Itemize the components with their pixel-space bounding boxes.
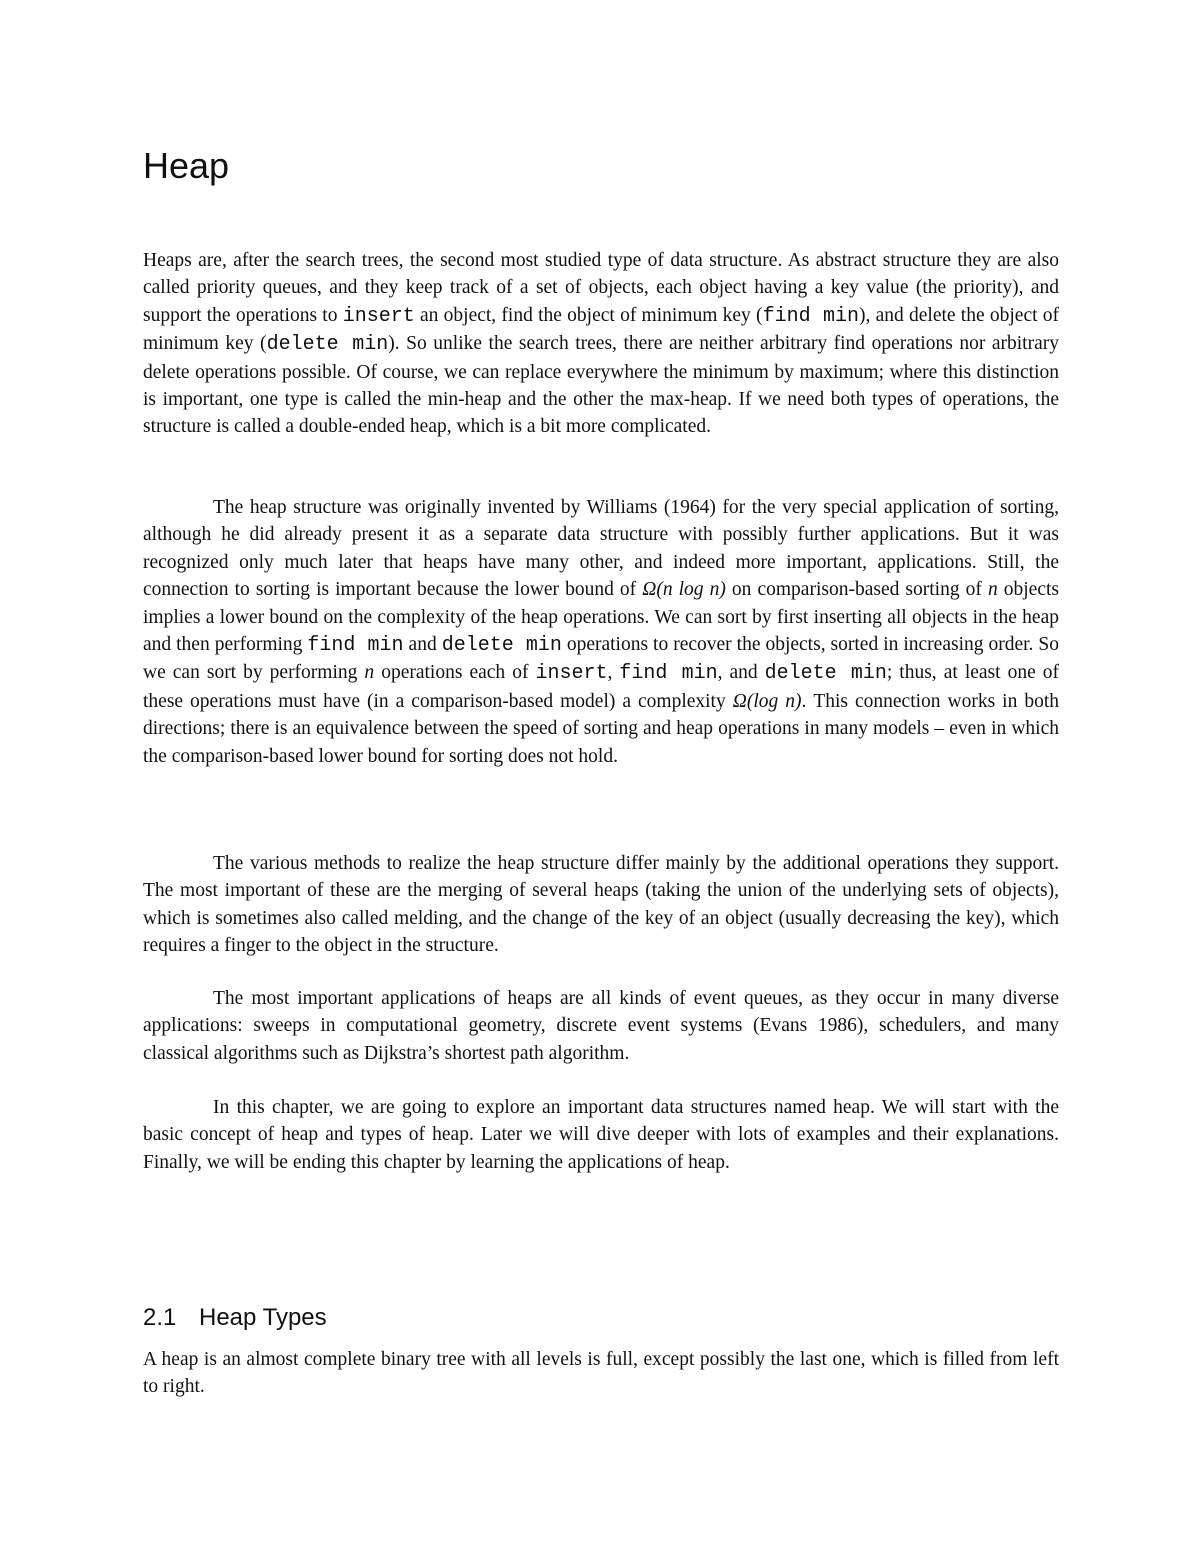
code-delete-min: delete min: [764, 662, 887, 686]
code-insert: insert: [342, 304, 415, 328]
text-run: The heap structure was originally invented by Williams (1964) for the very special application of sorting, although he did already present it as a separate data structure with possibly further applications. But it was recognized only much later that heaps have many other, and indeed more important, applications. Still, the connection to sorting is important because the lower bound of: [143, 497, 1059, 601]
code-find-min: find min: [307, 634, 404, 658]
paragraph-intro: [143, 247, 1059, 441]
paragraph-methods: The various methods to realize the heap structure differ mainly by the additional operations they support. The most important of these are the merging of several heaps (taking the union of the underlying sets of objects), which is sometimes also called melding, and the change of the key of an object (usually decreasing the key), which requires a finger to the object in the structure.: [143, 853, 1059, 957]
section-title: Heap Types: [199, 1304, 327, 1331]
text-run: operations each of: [374, 662, 536, 684]
code-find-min: find min: [619, 662, 718, 686]
text-run: ,: [607, 662, 620, 684]
text-run: an object, find the object of minimum key (: [414, 304, 763, 326]
paragraph-applications: The most important applications of heaps are all kinds of event queues, as they occur in many diverse applications: sweeps in computational geometry, discrete event systems (Evans 1986), schedulers, and many classical algorithms such as Dijkstra’s shortest path algorithm.: [143, 988, 1059, 1064]
text-run: ), and delete the object of minimum key (: [143, 304, 1060, 355]
text-run: on comparison-based sorting of: [725, 579, 988, 601]
paragraph-history: [143, 494, 1059, 770]
page-title: Heap: [143, 145, 230, 186]
math-n: n: [987, 579, 998, 601]
text-run: operations to recover the objects, sorted in increasing order. So we can sort by performing: [143, 634, 1060, 684]
code-delete-min: delete min: [441, 634, 562, 658]
code-delete-min: delete min: [266, 333, 389, 357]
math-omega-nlogn: Ω(n log n): [642, 579, 726, 601]
code-find-min: find min: [762, 304, 859, 328]
text-run: ). So unlike the search trees, there are neither arbitrary find operations nor arbitrary delete operations possible. Of course, we can replace everywhere the minimum by maximum; where this distinction is important, one type is called the min-heap and the other the max-heap. If we need both types of operations, the structure is called a double-ended heap, which is a bit more complicated.: [143, 333, 1059, 438]
text-run: . This connection works in both directions; there is an equivalence between the speed of sorting and heap operations in many models – even in which the comparison-based lower bound for sorting does not hold.: [143, 690, 1059, 767]
text-run: and: [403, 634, 442, 656]
text-run: ; thus, at least one of these operations must have (in a comparison-based model) a complexity: [143, 662, 1060, 712]
paragraph-chapter-overview: In this chapter, we are going to explore an important data structures named heap. We will start with the basic concept of heap and types of heap. Later we will dive deeper with lots of examples and their explanations. Finally, we will be ending this chapter by learning the applications of heap.: [143, 1097, 1059, 1173]
code-insert: insert: [535, 662, 608, 686]
paragraph-heap-definition: A heap is an almost complete binary tree with all levels is full, except possibly the last one, which is filled from left to right.: [143, 1349, 1059, 1398]
text-run: , and: [717, 662, 765, 684]
section-number: 2.1: [143, 1304, 177, 1331]
math-omega-logn: Ω(log n): [732, 690, 802, 712]
math-n: n: [364, 662, 375, 684]
section-heading: [143, 1302, 327, 1334]
text-run: objects implies a lower bound on the complexity of the heap operations. We can sort by first inserting all objects in the heap and then performing: [143, 579, 1059, 656]
text-run: Heaps are, after the search trees, the second most studied type of data structure. As abstract structure they are also called priority queues, and they keep track of a set of objects, each object having a key value (the priority), and support the operations to: [143, 250, 1059, 326]
